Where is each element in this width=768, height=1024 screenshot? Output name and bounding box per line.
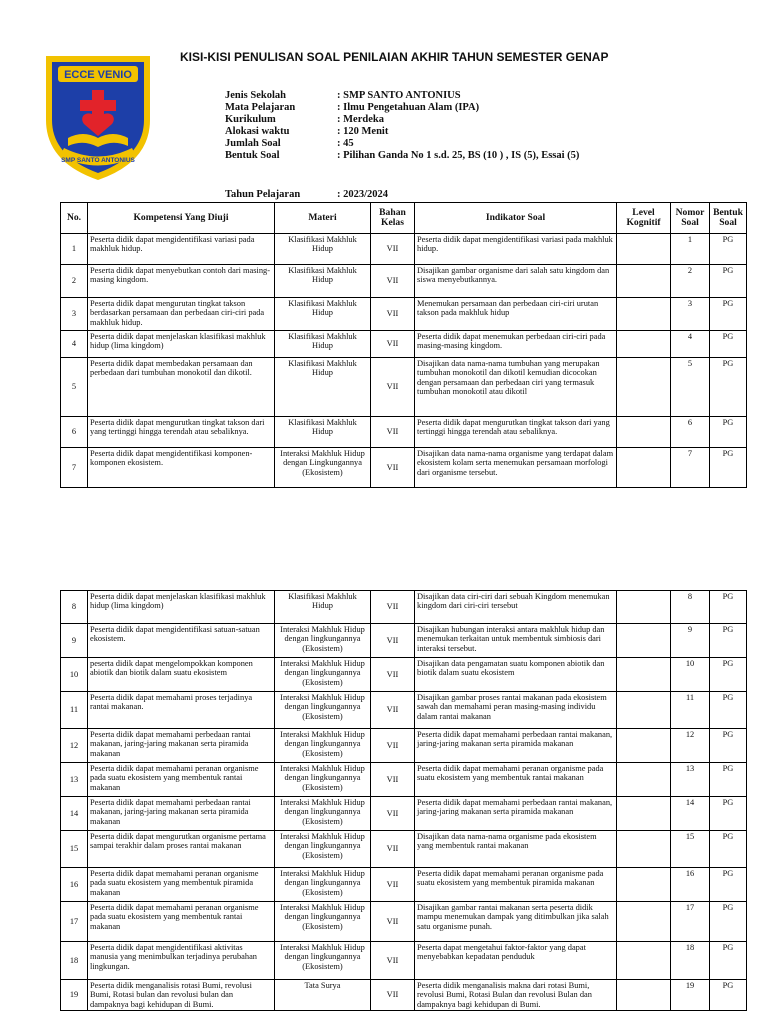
cell-indikator: Disajikan gambar proses rantai makanan pada ekosistem sawah dan memahami peran masing-masing individu dalam rantai makanan — [415, 692, 617, 729]
meta-row — [225, 138, 605, 150]
cell-bentuk: PG — [710, 980, 747, 1011]
cell-kompetensi: peserta didik dapat mengelompokkan komponen abiotik dan biotik dalam suatu ekosistem — [88, 658, 275, 692]
table-row — [61, 417, 747, 448]
cell-indikator: Disajikan gambar organisme dari salah satu kingdom dan siswa menyebutkannya. — [415, 265, 617, 298]
cell-indikator: Disajikan data nama-nama organisme yang terdapat dalam ekosistem kolam serta menemukan persamaan morfologi dari organisme tersebut. — [415, 448, 617, 488]
cell-no: 11 — [61, 692, 88, 729]
document-meta — [225, 90, 605, 162]
cell-level — [617, 265, 671, 298]
cell-bentuk: PG — [710, 591, 747, 624]
meta-row — [225, 90, 605, 102]
cell-no: 16 — [61, 868, 88, 902]
cell-materi: Interaksi Makhluk Hidup dengan lingkungannya (Ekosistem) — [275, 763, 371, 797]
cell-kelas: VII — [371, 763, 415, 797]
cell-bentuk: PG — [710, 797, 747, 831]
table-row — [61, 797, 747, 831]
cell-indikator: Peserta didik dapat memahami peranan organisme pada suatu ekosistem yang membentuk piramida makanan — [415, 868, 617, 902]
cell-nomor: 8 — [671, 591, 710, 624]
cell-nomor: 2 — [671, 265, 710, 298]
meta-value: : 120 Menit — [337, 126, 389, 137]
cell-kompetensi: Peserta didik dapat memahami perbedaan rantai makanan, jaring-jaring makanan serta piramida makanan — [88, 729, 275, 763]
col-header-bentuk: Bentuk Soal — [710, 203, 747, 234]
cell-kelas: VII — [371, 831, 415, 868]
logo-bottom-text: SMP SANTO ANTONIUS — [61, 157, 135, 164]
cell-kelas: VII — [371, 692, 415, 729]
school-logo — [38, 50, 158, 185]
cell-nomor: 15 — [671, 831, 710, 868]
cell-bentuk: PG — [710, 448, 747, 488]
cell-indikator: Peserta didik dapat mengidentifikasi variasi pada makhluk hidup. — [415, 234, 617, 265]
cell-materi: Interaksi Makhluk Hidup dengan lingkungannya (Ekosistem) — [275, 797, 371, 831]
cell-bentuk: PG — [710, 234, 747, 265]
cell-level — [617, 797, 671, 831]
cell-level — [617, 624, 671, 658]
cell-level — [617, 729, 671, 763]
cell-materi: Tata Surya — [275, 980, 371, 1011]
cell-level — [617, 591, 671, 624]
cell-nomor: 1 — [671, 234, 710, 265]
cell-level — [617, 692, 671, 729]
cell-bentuk: PG — [710, 868, 747, 902]
cell-materi: Klasifikasi Makhluk Hidup — [275, 298, 371, 331]
cell-no: 5 — [61, 358, 88, 417]
cell-bentuk: PG — [710, 417, 747, 448]
cell-bentuk: PG — [710, 624, 747, 658]
cell-materi: Interaksi Makhluk Hidup dengan lingkungannya (Ekosistem) — [275, 868, 371, 902]
cell-no: 14 — [61, 797, 88, 831]
table-row — [61, 624, 747, 658]
cell-indikator: Peserta didik menganalisis makna dari rotasi Bumi, revolusi Bumi, Rotasi Bulan dan revolusi Bulan dan dampaknya bagi kehidupan di Bumi. — [415, 980, 617, 1011]
cell-kelas: VII — [371, 902, 415, 942]
table-row — [61, 358, 747, 417]
cell-no: 4 — [61, 331, 88, 358]
col-header-level: Level Kognitif — [617, 203, 671, 234]
table-row — [61, 234, 747, 265]
cell-kelas: VII — [371, 980, 415, 1011]
cell-kelas: VII — [371, 658, 415, 692]
col-header-kompetensi: Kompetensi Yang Diuji — [88, 203, 275, 234]
cell-materi: Interaksi Makhluk Hidup dengan lingkungannya (Ekosistem) — [275, 658, 371, 692]
meta-key: Mata Pelajaran — [225, 102, 296, 113]
table-row — [61, 729, 747, 763]
cell-indikator: Disajikan data pengamatan suatu komponen abiotik dan biotik dalam suatu ekosistem — [415, 658, 617, 692]
cell-kompetensi: Peserta didik dapat memahami peranan organisme pada suatu ekosistem yang membentuk rantai makanan — [88, 902, 275, 942]
cell-kompetensi: Peserta didik dapat mengidentifikasi satuan-satuan ekosistem. — [88, 624, 275, 658]
cell-no: 6 — [61, 417, 88, 448]
cell-no: 12 — [61, 729, 88, 763]
cell-level — [617, 831, 671, 868]
col-header-kelas: Bahan Kelas — [371, 203, 415, 234]
cell-bentuk: PG — [710, 942, 747, 980]
cell-bentuk: PG — [710, 902, 747, 942]
cell-no: 8 — [61, 591, 88, 624]
cell-kompetensi: Peserta didik dapat mengidentifikasi aktivitas manusia yang menimbulkan terjadinya perubahan lingkungan. — [88, 942, 275, 980]
cell-nomor: 11 — [671, 692, 710, 729]
cell-kelas: VII — [371, 624, 415, 658]
cell-level — [617, 902, 671, 942]
cell-bentuk: PG — [710, 763, 747, 797]
cell-bentuk: PG — [710, 692, 747, 729]
cell-kelas: VII — [371, 331, 415, 358]
cell-nomor: 9 — [671, 624, 710, 658]
cell-kompetensi: Peserta didik dapat mengurutkan organisme pertama sampai terakhir dalam proses rantai makanan — [88, 831, 275, 868]
meta-key: Kurikulum — [225, 114, 276, 125]
cell-kompetensi: Peserta didik dapat membedakan persamaan dan perbedaan dari tumbuhan monokotil dan dikotil. — [88, 358, 275, 417]
cell-bentuk: PG — [710, 831, 747, 868]
cell-nomor: 5 — [671, 358, 710, 417]
table-row — [61, 265, 747, 298]
cell-materi: Klasifikasi Makhluk Hidup — [275, 417, 371, 448]
col-header-indikator: Indikator Soal — [415, 203, 617, 234]
meta-row — [225, 114, 605, 126]
cell-level — [617, 358, 671, 417]
table-row — [61, 692, 747, 729]
cell-kelas: VII — [371, 729, 415, 763]
cell-kompetensi: Peserta didik dapat menyebutkan contoh dari masing-masing kingdom. — [88, 265, 275, 298]
cell-nomor: 6 — [671, 417, 710, 448]
cell-level — [617, 942, 671, 980]
cell-nomor: 14 — [671, 797, 710, 831]
shield-emblem-icon — [38, 50, 158, 185]
cell-kompetensi: Peserta didik dapat memahami perbedaan rantai makanan, jaring-jaring makanan serta piramida makanan — [88, 797, 275, 831]
cell-kompetensi: Peserta didik dapat memahami peranan organisme pada suatu ekosistem yang membentuk piramida makanan — [88, 868, 275, 902]
table-row — [61, 298, 747, 331]
cell-no: 7 — [61, 448, 88, 488]
table-row — [61, 980, 747, 1011]
cell-level — [617, 980, 671, 1011]
cell-indikator: Disajikan gambar rantai makanan serta peserta didik mampu menemukan dampak yang ditimbulkan jika salah satu organisme punah. — [415, 902, 617, 942]
meta-key: Alokasi waktu — [225, 126, 290, 137]
document-title: KISI-KISI PENULISAN SOAL PENILAIAN AKHIR TAHUN SEMESTER GENAP — [180, 50, 609, 64]
table-row — [61, 942, 747, 980]
grid-table-page1 — [60, 202, 747, 488]
cell-indikator: Disajikan data nama-nama organisme pada ekosistem yang membentuk rantai makanan — [415, 831, 617, 868]
meta-value: : SMP SANTO ANTONIUS — [337, 90, 461, 101]
cell-no: 15 — [61, 831, 88, 868]
cell-level — [617, 234, 671, 265]
grid-table-page2 — [60, 590, 747, 1011]
cell-materi: Klasifikasi Makhluk Hidup — [275, 234, 371, 265]
table-row — [61, 902, 747, 942]
table-row — [61, 591, 747, 624]
cell-kelas: VII — [371, 868, 415, 902]
cell-nomor: 16 — [671, 868, 710, 902]
cell-no: 1 — [61, 234, 88, 265]
cell-indikator: Peserta didik dapat memahami peranan organisme pada suatu ekosistem yang membentuk rantai makanan — [415, 763, 617, 797]
cell-kompetensi: Peserta didik dapat memahami proses terjadinya rantai makanan. — [88, 692, 275, 729]
cell-materi: Klasifikasi Makhluk Hidup — [275, 265, 371, 298]
cell-indikator: Disajikan data nama-nama tumbuhan yang merupakan tumbuhan monokotil dan dikotil kemudian dicocokan dengan persamaan dan perbedaan ciri yang termasuk tumbuhan monokotil atau dikotil — [415, 358, 617, 417]
col-header-nomor: Nomor Soal — [671, 203, 710, 234]
table-row — [61, 831, 747, 868]
cell-no: 2 — [61, 265, 88, 298]
cell-kompetensi: Peserta didik dapat mengurutan tingkat takson berdasarkan persamaan dan perbedaan ciri-ciri pada makhluk hidup. — [88, 298, 275, 331]
meta-key: Jenis Sekolah — [225, 90, 286, 101]
cell-nomor: 7 — [671, 448, 710, 488]
meta-row — [225, 102, 605, 114]
meta-value: : Ilmu Pengetahuan Alam (IPA) — [337, 102, 480, 113]
cell-no: 3 — [61, 298, 88, 331]
academic-year — [225, 189, 388, 200]
cell-level — [617, 298, 671, 331]
cell-materi: Interaksi Makhluk Hidup dengan lingkungannya (Ekosistem) — [275, 624, 371, 658]
table-row — [61, 331, 747, 358]
cell-kelas: VII — [371, 358, 415, 417]
cell-nomor: 12 — [671, 729, 710, 763]
cell-kompetensi: Peserta didik dapat menjelaskan klasifikasi makhluk hidup (lima kingdom) — [88, 331, 275, 358]
table-row — [61, 448, 747, 488]
col-header-no: No. — [61, 203, 88, 234]
meta-value: : 45 — [337, 138, 354, 149]
cell-kompetensi: Peserta didik dapat mengidentifikasi komponen-komponen ekosistem. — [88, 448, 275, 488]
cell-bentuk: PG — [710, 331, 747, 358]
cell-materi: Klasifikasi Makhluk Hidup — [275, 591, 371, 624]
cell-no: 9 — [61, 624, 88, 658]
cell-nomor: 4 — [671, 331, 710, 358]
cell-indikator: Menemukan persamaan dan perbedaan ciri-ciri urutan takson pada makhluk hidup — [415, 298, 617, 331]
cell-nomor: 3 — [671, 298, 710, 331]
cell-materi: Interaksi Makhluk Hidup dengan lingkungannya (Ekosistem) — [275, 729, 371, 763]
table-row — [61, 658, 747, 692]
table-header-row — [61, 203, 747, 234]
cell-materi: Interaksi Makhluk Hidup dengan lingkungannya (Ekosistem) — [275, 942, 371, 980]
cell-kelas: VII — [371, 417, 415, 448]
cell-materi: Interaksi Makhluk Hidup dengan lingkungannya (Ekosistem) — [275, 902, 371, 942]
cell-no: 17 — [61, 902, 88, 942]
cell-kompetensi: Peserta didik dapat menjelaskan klasifikasi makhluk hidup (lima kingdom) — [88, 591, 275, 624]
cell-nomor: 19 — [671, 980, 710, 1011]
table-row — [61, 763, 747, 797]
meta-key: Tahun Pelajaran — [225, 189, 301, 200]
cell-kelas: VII — [371, 448, 415, 488]
cell-no: 18 — [61, 942, 88, 980]
cell-kompetensi: Peserta didik dapat mengidentifikasi variasi pada makhluk hidup. — [88, 234, 275, 265]
cell-indikator: Peserta didik dapat mengurutkan tingkat takson dari yang tertinggi hingga terendah atau sebaliknya. — [415, 417, 617, 448]
cell-level — [617, 763, 671, 797]
cell-level — [617, 448, 671, 488]
meta-row — [225, 126, 605, 138]
logo-top-text: ECCE VENIO — [64, 69, 132, 81]
cell-kompetensi: Peserta didik dapat memahami peranan organisme pada suatu ekosistem yang membentuk rantai makanan — [88, 763, 275, 797]
cell-bentuk: PG — [710, 298, 747, 331]
cell-no: 10 — [61, 658, 88, 692]
cell-kelas: VII — [371, 265, 415, 298]
cell-no: 13 — [61, 763, 88, 797]
cell-indikator: Peserta didik dapat memahami perbedaan rantai makanan, jaring-jaring makanan serta piramida makanan — [415, 797, 617, 831]
cell-kompetensi: Peserta didik menganalisis rotasi Bumi, revolusi Bumi, Rotasi bulan dan revolusi bulan dan dampaknya bagi kehidupan di Bumi. — [88, 980, 275, 1011]
cell-nomor: 10 — [671, 658, 710, 692]
meta-row — [225, 150, 605, 162]
cell-level — [617, 868, 671, 902]
meta-value: : Pilihan Ganda No 1 s.d. 25, BS (10 ) , IS (5), Essai (5) — [337, 150, 580, 161]
cell-kelas: VII — [371, 591, 415, 624]
cell-indikator: Disajikan data ciri-ciri dari sebuah Kingdom menemukan kingdom dari ciri-ciri tersebut — [415, 591, 617, 624]
meta-value: : Merdeka — [337, 114, 384, 125]
cell-level — [617, 658, 671, 692]
cell-nomor: 13 — [671, 763, 710, 797]
cell-nomor: 18 — [671, 942, 710, 980]
meta-key: Jumlah Soal — [225, 138, 281, 149]
cell-bentuk: PG — [710, 358, 747, 417]
cell-level — [617, 417, 671, 448]
cell-materi: Interaksi Makhluk Hidup dengan lingkungannya (Ekosistem) — [275, 692, 371, 729]
cell-kelas: VII — [371, 298, 415, 331]
cell-kelas: VII — [371, 234, 415, 265]
meta-value: : 2023/2024 — [337, 189, 389, 200]
cell-no: 19 — [61, 980, 88, 1011]
cell-materi: Klasifikasi Makhluk Hidup — [275, 331, 371, 358]
cell-kelas: VII — [371, 942, 415, 980]
meta-key: Bentuk Soal — [225, 150, 280, 161]
cell-indikator: Peserta didik dapat menemukan perbedaan ciri-ciri pada masing-masing kingdom. — [415, 331, 617, 358]
cell-materi: Interaksi Makhluk Hidup dengan Lingkungannya (Ekosistem) — [275, 448, 371, 488]
cell-indikator: Peserta dapat mengetahui faktor-faktor yang dapat menyebabkan kepadatan penduduk — [415, 942, 617, 980]
cell-nomor: 17 — [671, 902, 710, 942]
cell-kelas: VII — [371, 797, 415, 831]
cell-kompetensi: Peserta didik dapat mengurutkan tingkat takson dari yang tertinggi hingga terendah atau sebaliknya. — [88, 417, 275, 448]
cell-indikator: Peserta didik dapat memahami perbedaan rantai makanan, jaring-jaring makanan serta piramida makanan — [415, 729, 617, 763]
cell-bentuk: PG — [710, 729, 747, 763]
cell-materi: Interaksi Makhluk Hidup dengan lingkungannya (Ekosistem) — [275, 831, 371, 868]
cell-level — [617, 331, 671, 358]
cell-bentuk: PG — [710, 658, 747, 692]
cell-materi: Klasifikasi Makhluk Hidup — [275, 358, 371, 417]
cell-bentuk: PG — [710, 265, 747, 298]
cell-indikator: Disajikan hubungan interaksi antara makhluk hidup dan menemukan terkaitan untuk membentuk simbiosis dari interaksi tersebut. — [415, 624, 617, 658]
col-header-materi: Materi — [275, 203, 371, 234]
table-row — [61, 868, 747, 902]
